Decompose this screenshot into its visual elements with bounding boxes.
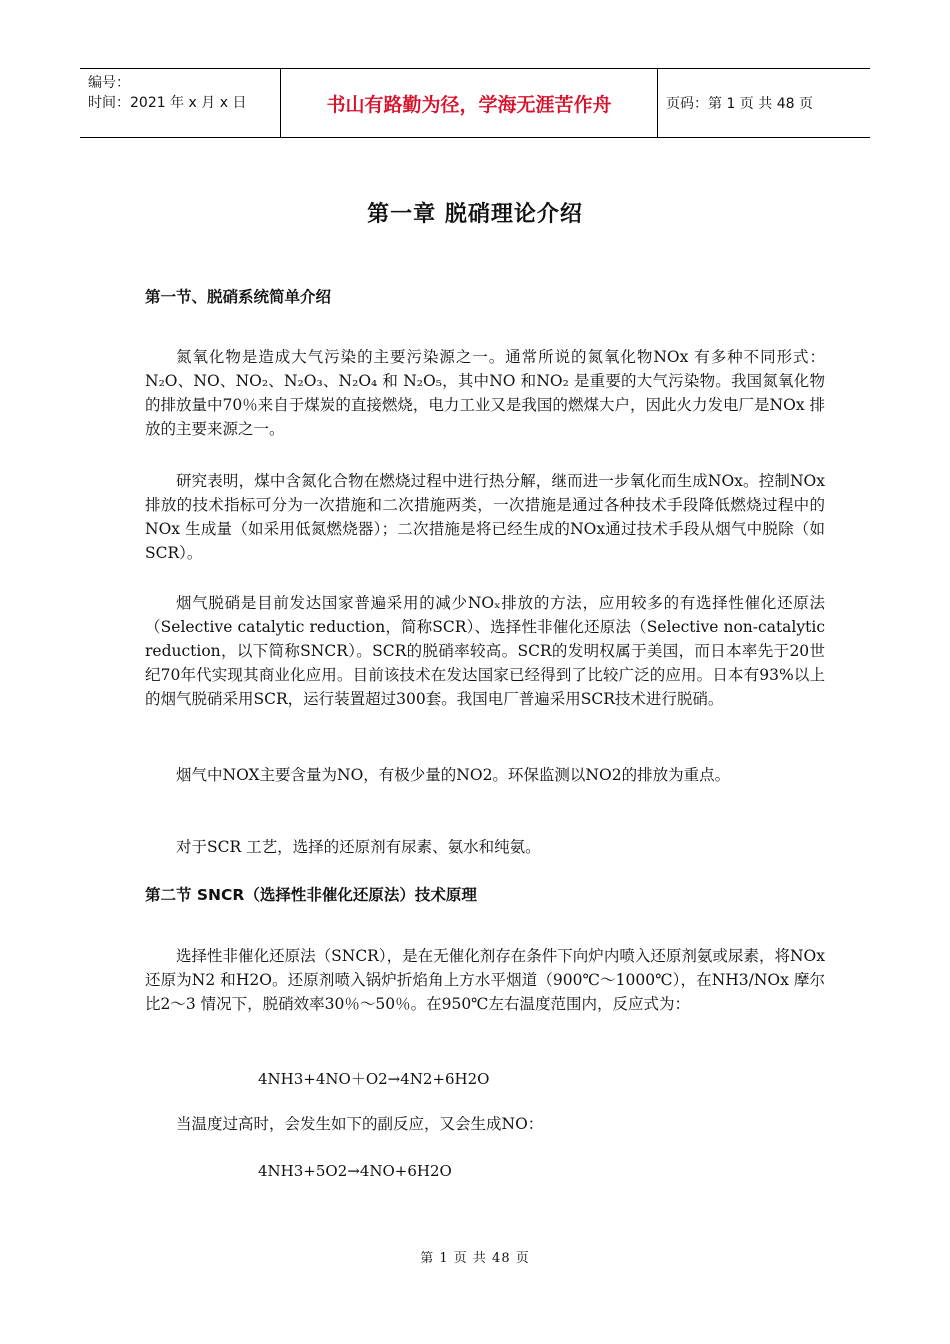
page-info: 页码：第 1 页 共 48 页 <box>666 96 813 112</box>
page-header <box>80 68 870 138</box>
motto: 书山有路勤为径，学海无涯苦作舟 <box>280 69 658 137</box>
section-heading-2: 第二节 SNCR（选择性非催化还原法）技术原理 <box>145 886 477 904</box>
section-heading-1: 第一节、脱硝系统简单介绍 <box>145 288 332 306</box>
paragraph-nox-intro: 氮氧化物是造成大气污染的主要污染源之一。通常所说的氮氧化物NOx 有多种不同形式：N₂O、NO、NO₂、N₂O₃、N₂O₄ 和 N₂O₅，其中NO 和NO₂ 是重要的大气污染物。我国氮氧化物的排放量中70％来自于煤炭的直接燃烧，电力工业又是我国的燃煤大户，因此火力发电厂是NOx 排放的主要来源之一。 <box>145 348 825 438</box>
header-meta <box>80 69 280 137</box>
page-footer: 第 1 页 共 48 页 <box>420 1251 530 1266</box>
paragraph-flue-gas: 烟气脱硝是目前发达国家普遍采用的减少NOₓ排放的方法，应用较多的有选择性催化还原法（Selective catalytic reduction，简称SCR）、选择性非催化还原法（Selective non-catalytic reduction，以下简称SNCR）。SCR的脱硝率较高。SCR的发明权属于美国，而日本率先于20世纪70年代实现其商业化应用。目前该技术在发达国家已经得到了比较广泛的应用。日本有93%以上的烟气脱硝采用SCR，运行装置超过300套。我国电厂普遍采用SCR技术进行脱硝。 <box>145 594 825 708</box>
paragraph-reductant: 对于SCR 工艺，选择的还原剂有尿素、氨水和纯氨。 <box>176 838 541 856</box>
date-label: 时间：2021 年 x 月 x 日 <box>88 95 247 111</box>
paragraph-nox-content: 烟气中NOX主要含量为NO，有极少量的NO2。环保监测以NO2的排放为重点。 <box>176 766 731 784</box>
paragraph-side-reaction: 当温度过高时，会发生如下的副反应，又会生成NO： <box>176 1115 544 1133</box>
paragraph-sncr: 选择性非催化还原法（SNCR），是在无催化剂存在条件下向炉内喷入还原剂氨或尿素，将NOx 还原为N2 和H2O。还原剂喷入锅炉折焰角上方水平烟道（900℃～1000℃），在NH3/NOx 摩尔比2～3 情况下，脱硝效率30％～50％。在950℃左右温度范围内，反应式为： <box>145 947 825 1013</box>
serial-label: 编号： <box>88 75 130 91</box>
formula-side-reaction: 4NH3+5O2→4NO+6H2O <box>258 1162 452 1180</box>
chapter-title: 第一章 脱硝理论介绍 <box>367 202 583 227</box>
formula-main-reaction: 4NH3+4NO＋O2→4N2+6H2O <box>258 1070 490 1088</box>
paragraph-research: 研究表明，煤中含氮化合物在燃烧过程中进行热分解，继而进一步氧化而生成NOx。控制NOx 排放的技术指标可分为一次措施和二次措施两类，一次措施是通过各种技术手段降低燃烧过程中的NOx 生成量（如采用低氮燃烧器）；二次措施是将已经生成的NOx通过技术手段从烟气中脱除（如SCR）。 <box>145 472 825 562</box>
